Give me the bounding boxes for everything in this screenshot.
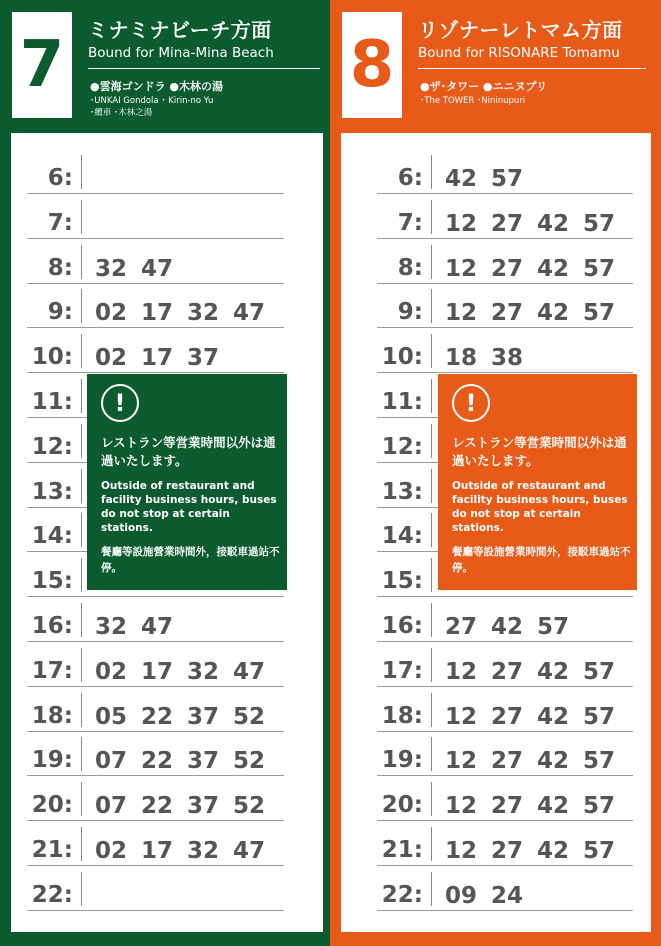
table-row <box>27 284 284 328</box>
row-separator <box>81 648 82 682</box>
exclamation-icon: ! <box>101 384 139 422</box>
row-separator <box>431 469 432 503</box>
departure-minutes: 12 27 42 57 <box>445 838 616 864</box>
route-7-notice <box>87 374 287 590</box>
row-separator <box>431 334 432 368</box>
hour-label: 8: <box>47 254 73 281</box>
route-7-stops-jp: ●雲海ゴンドラ ●木林の湯 <box>90 80 224 93</box>
hour-label: 17: <box>381 657 423 684</box>
row-separator <box>431 245 432 279</box>
row-separator <box>81 513 82 547</box>
departure-minutes: 27 42 57 <box>445 614 570 640</box>
row-separator <box>81 289 82 323</box>
row-separator <box>431 827 432 861</box>
row-separator <box>431 603 432 637</box>
departure-minutes: 32 47 <box>95 255 174 282</box>
table-row <box>27 598 284 642</box>
hour-label: 20: <box>31 792 73 819</box>
route-8-notice-zh: 餐廳等設施營業時間外，接駁車過站不停。 <box>452 546 631 574</box>
route-7-number: 7 <box>12 12 72 118</box>
row-divider <box>377 910 633 911</box>
table-row <box>377 822 633 866</box>
hour-label: 7: <box>397 209 423 236</box>
hour-label: 8: <box>397 254 423 281</box>
hour-label: 12: <box>31 433 73 460</box>
table-row <box>377 643 633 687</box>
route-7-notice-jp: レストラン等営業時間以外は通過いたします。 <box>101 435 276 468</box>
table-row <box>377 195 633 239</box>
route-7-destination-jp: ミナミナビーチ方面 <box>88 18 272 42</box>
route-7-stops-en: ･UNKAI Gondola ･ Kirin-no Yu <box>90 96 214 106</box>
departure-minutes: 12 27 42 57 <box>445 210 616 237</box>
row-separator <box>431 737 432 771</box>
row-separator <box>431 782 432 816</box>
row-separator <box>81 827 82 861</box>
route-8-destination-en: Bound for RISONARE Tomamu <box>418 45 620 61</box>
table-row <box>27 688 284 732</box>
departure-minutes: 42 57 <box>445 166 524 192</box>
hour-label: 13: <box>381 478 423 505</box>
table-row <box>27 777 284 821</box>
hour-label: 6: <box>47 165 73 191</box>
hour-label: 19: <box>31 747 73 774</box>
row-separator <box>81 693 82 727</box>
table-row <box>27 240 284 284</box>
departure-minutes: 18 38 <box>445 345 524 372</box>
row-separator <box>431 379 432 413</box>
hour-label: 13: <box>31 478 73 505</box>
route-8-header-divider <box>418 68 646 69</box>
row-separator <box>431 200 432 234</box>
hour-label: 9: <box>397 299 423 326</box>
hour-label: 12: <box>381 433 423 460</box>
table-row <box>27 867 284 911</box>
departure-minutes: 02 17 37 <box>95 345 220 372</box>
departure-minutes: 07 22 37 52 <box>95 748 266 775</box>
departure-minutes: 05 22 37 52 <box>95 703 266 730</box>
hour-label: 6: <box>397 165 423 191</box>
hour-label: 21: <box>31 837 73 863</box>
route-8-destination-jp: リゾナーレトマム方面 <box>418 18 623 42</box>
hour-label: 15: <box>381 568 423 595</box>
row-separator <box>81 245 82 279</box>
hour-label: 22: <box>31 881 73 908</box>
route-8-notice-en: Outside of restaurant and facility business hours, buses do not stop at certain stations. <box>452 480 628 534</box>
row-separator <box>431 289 432 323</box>
row-separator <box>81 379 82 413</box>
departure-minutes: 02 17 32 47 <box>95 300 266 327</box>
table-row <box>377 240 633 284</box>
exclamation-icon: ! <box>452 384 490 422</box>
hour-label: 10: <box>31 344 73 371</box>
route-7-stops-zh: ･纜車 ･木林之湯 <box>90 108 153 118</box>
hour-label: 11: <box>31 389 73 415</box>
departure-minutes: 12 27 42 57 <box>445 793 616 820</box>
row-divider <box>27 910 284 911</box>
table-row <box>377 867 633 911</box>
row-separator <box>81 737 82 771</box>
table-row <box>377 688 633 732</box>
departure-minutes: 12 27 42 57 <box>445 300 616 327</box>
table-row <box>377 732 633 776</box>
row-separator <box>81 782 82 816</box>
hour-label: 19: <box>381 747 423 774</box>
departure-minutes: 02 17 32 47 <box>95 838 266 864</box>
departure-minutes: 12 27 42 57 <box>445 703 616 730</box>
row-separator <box>81 872 82 906</box>
route-8-stops-en: ･The TOWER ･Nininupuri <box>420 96 526 106</box>
table-row <box>27 195 284 239</box>
route-7-notice-zh: 餐廳等設施營業時間外，接駁車過站不停。 <box>101 546 280 574</box>
hour-label: 16: <box>31 613 73 639</box>
route-8-number: 8 <box>342 12 402 118</box>
row-separator <box>431 648 432 682</box>
hour-label: 17: <box>31 657 73 684</box>
departure-minutes: 09 24 <box>445 882 524 909</box>
departure-minutes: 12 27 42 57 <box>445 255 616 282</box>
table-row <box>27 732 284 776</box>
table-row <box>27 150 284 194</box>
row-separator <box>431 155 432 189</box>
route-7-header-divider <box>88 68 320 69</box>
hour-label: 18: <box>381 702 423 729</box>
row-separator <box>81 424 82 458</box>
table-row <box>377 777 633 821</box>
route-8-notice-jp: レストラン等営業時間以外は通過いたします。 <box>452 435 627 468</box>
table-row <box>377 598 633 642</box>
departure-minutes: 02 17 32 47 <box>95 658 266 685</box>
table-row <box>27 822 284 866</box>
row-separator <box>81 155 82 189</box>
hour-label: 20: <box>381 792 423 819</box>
row-separator <box>81 334 82 368</box>
hour-label: 22: <box>381 881 423 908</box>
hour-label: 18: <box>31 702 73 729</box>
row-separator <box>431 424 432 458</box>
departure-minutes: 32 47 <box>95 614 174 640</box>
row-separator <box>431 513 432 547</box>
table-row <box>377 329 633 373</box>
row-separator <box>431 872 432 906</box>
table-row <box>27 643 284 687</box>
row-separator <box>81 469 82 503</box>
hour-label: 16: <box>381 613 423 639</box>
table-row <box>27 329 284 373</box>
row-separator <box>431 693 432 727</box>
hour-label: 14: <box>31 523 73 550</box>
row-separator <box>431 558 432 592</box>
hour-label: 7: <box>47 209 73 236</box>
hour-label: 9: <box>47 299 73 326</box>
route-8-stops-jp: ●ザ･タワー ●ニニヌプリ <box>420 80 548 93</box>
departure-minutes: 07 22 37 52 <box>95 793 266 820</box>
route-7-destination-en: Bound for Mina-Mina Beach <box>88 45 274 61</box>
hour-label: 14: <box>381 523 423 550</box>
hour-label: 10: <box>381 344 423 371</box>
row-separator <box>81 558 82 592</box>
departure-minutes: 12 27 42 57 <box>445 748 616 775</box>
row-separator <box>81 200 82 234</box>
table-row <box>377 150 633 194</box>
departure-minutes: 12 27 42 57 <box>445 658 616 685</box>
route-8-notice <box>438 374 637 590</box>
hour-label: 21: <box>381 837 423 863</box>
table-row <box>377 284 633 328</box>
hour-label: 15: <box>31 568 73 595</box>
row-separator <box>81 603 82 637</box>
hour-label: 11: <box>381 389 423 415</box>
route-7-notice-en: Outside of restaurant and facility business hours, buses do not stop at certain stations. <box>101 480 277 534</box>
